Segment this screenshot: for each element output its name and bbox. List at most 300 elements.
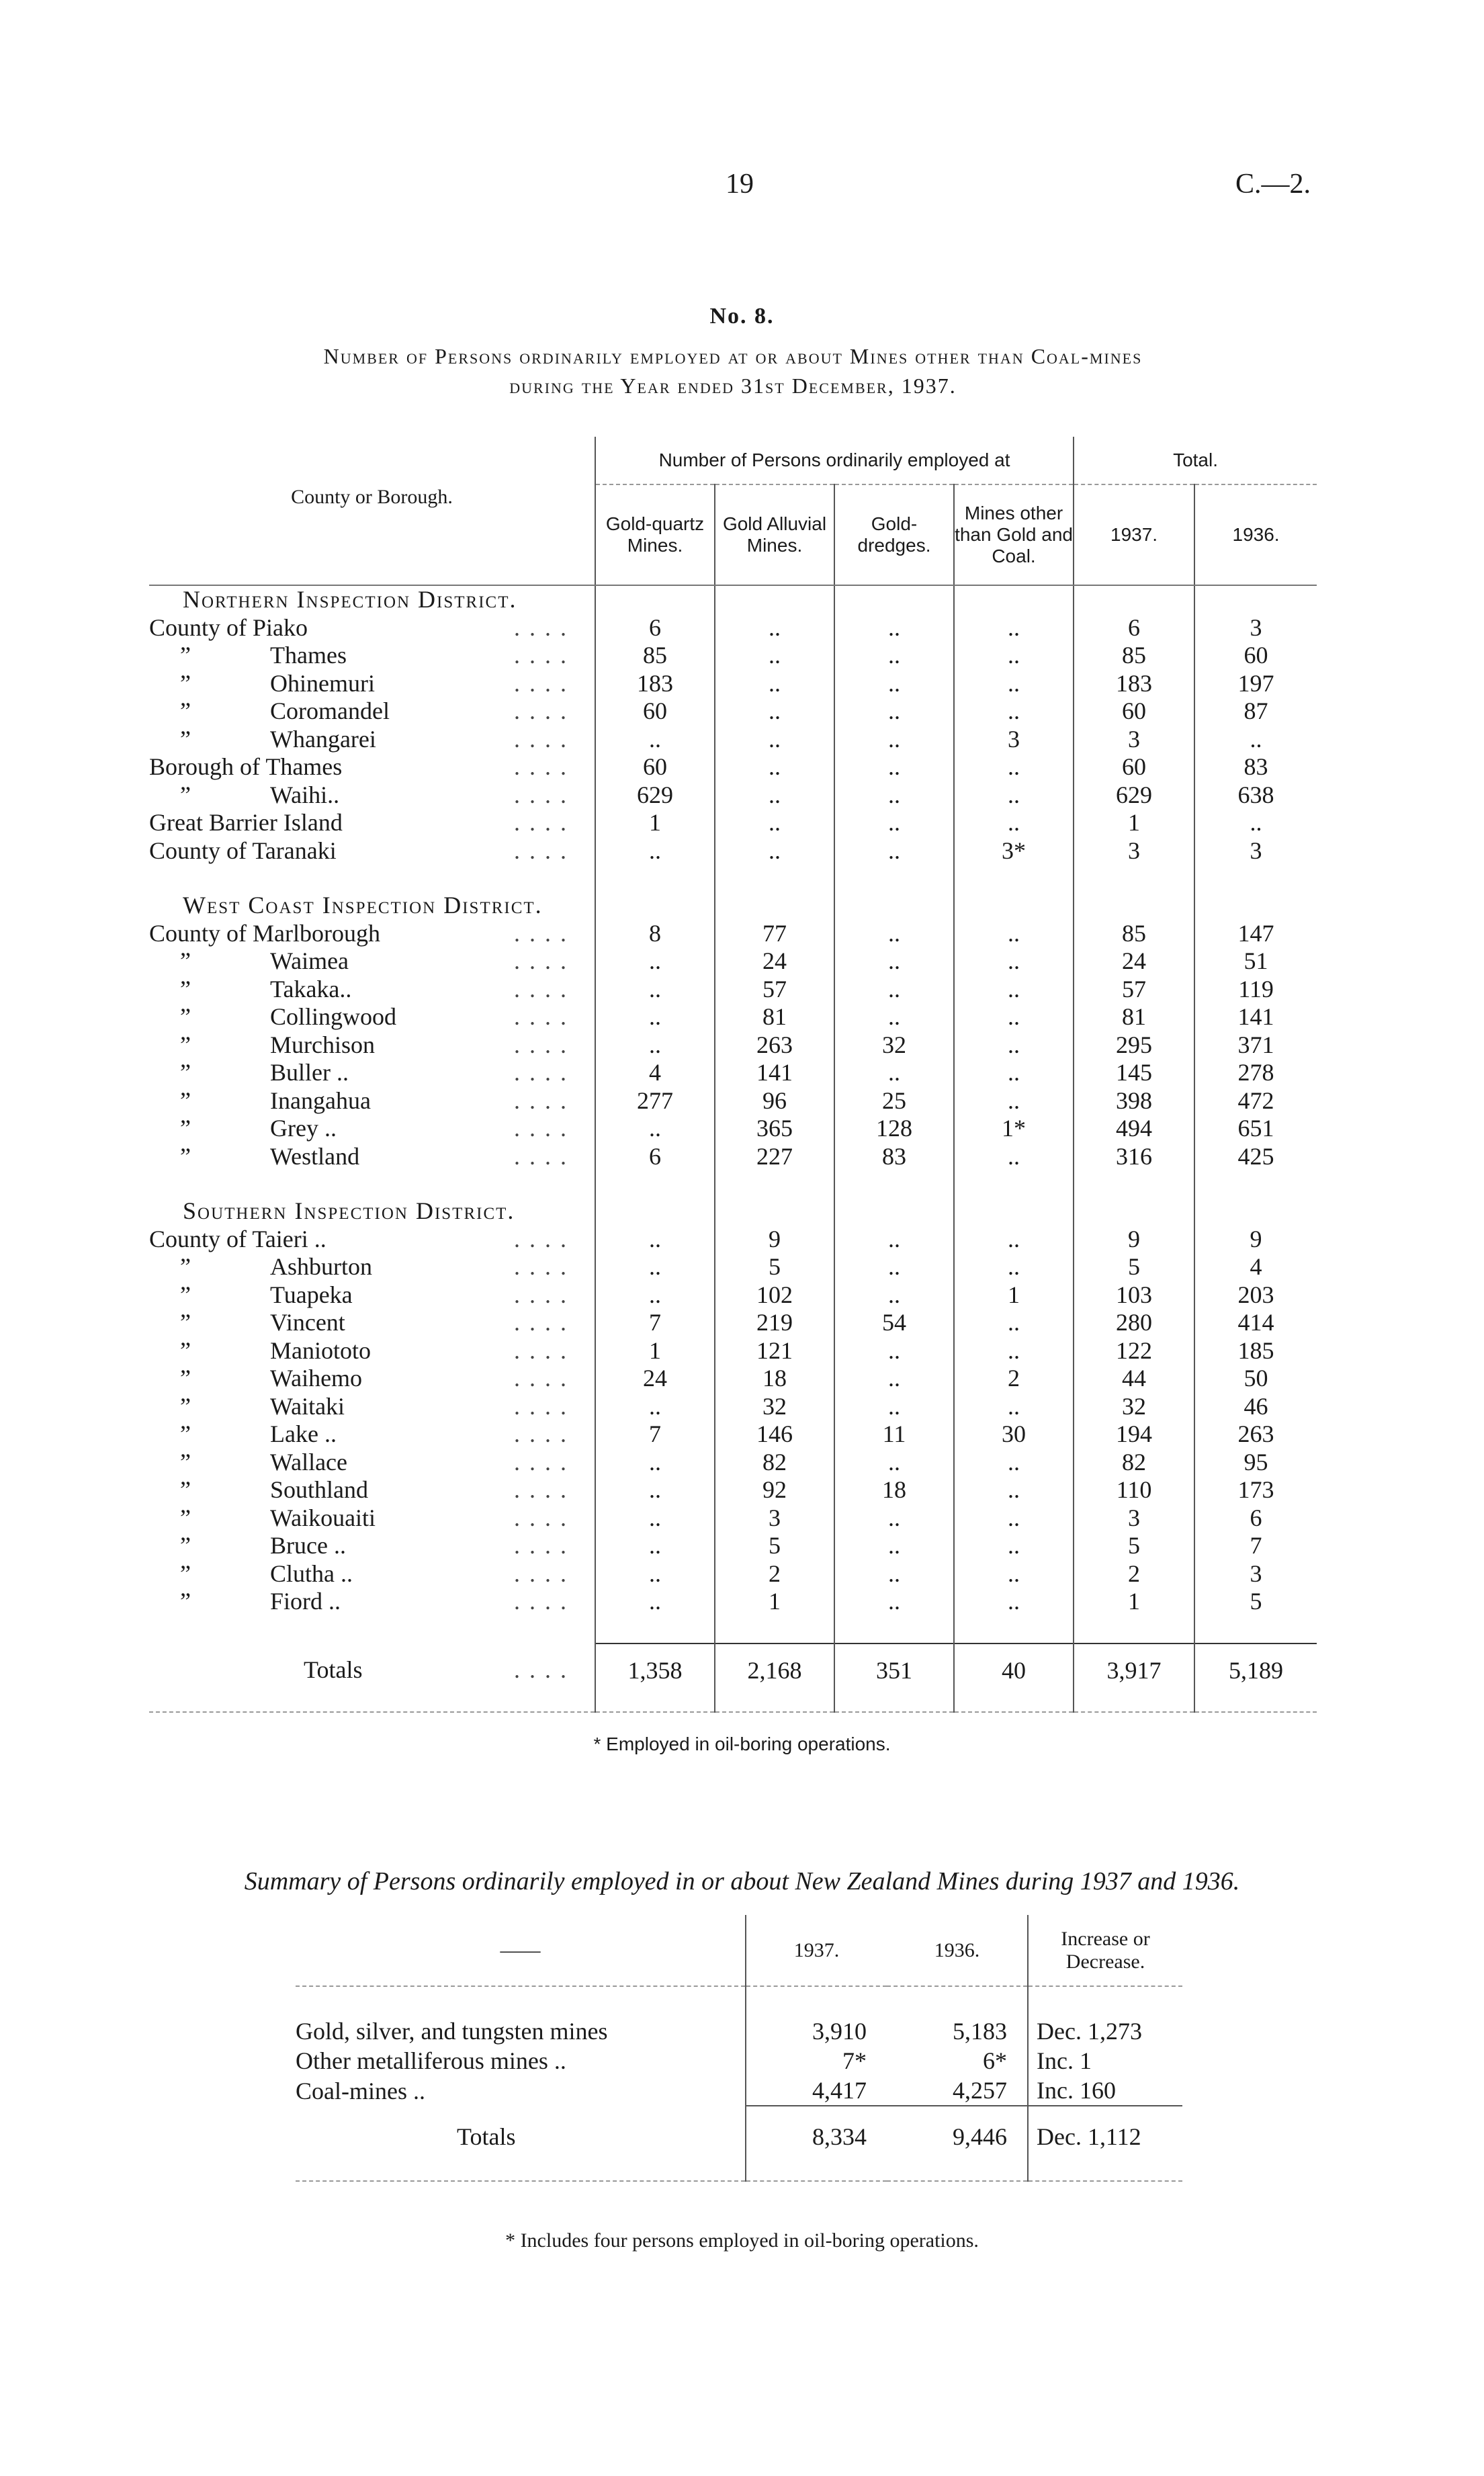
table-row (149, 1449, 1317, 1477)
cell-value: 60 (595, 753, 715, 781)
cell-value: 24 (1074, 947, 1194, 976)
cell-value: .. (954, 1532, 1074, 1560)
leader-dots: .... (514, 781, 576, 808)
ditto-mark: ” (180, 1309, 191, 1336)
row-label (149, 1393, 595, 1421)
cell-value: 57 (1074, 976, 1194, 1004)
cell-value: .. (1194, 726, 1317, 754)
cell-value: .. (715, 697, 834, 726)
cell-value: .. (834, 670, 954, 698)
table-row (149, 1003, 1317, 1031)
table-row (149, 753, 1317, 781)
cell-value: 77 (715, 920, 834, 948)
summary-totals-1936: 9,446 (887, 2106, 1028, 2167)
cell-value: 6 (1194, 1504, 1317, 1533)
summary-label: Gold, silver, and tungsten mines (296, 2018, 608, 2045)
table-row (149, 947, 1317, 976)
cell-value: .. (954, 1226, 1074, 1254)
table-row (149, 1420, 1317, 1449)
cell-value: 82 (1074, 1449, 1194, 1477)
col-1937: 1937. (1074, 484, 1194, 585)
cell-value: 278 (1194, 1059, 1317, 1087)
cell-value: 494 (1074, 1115, 1194, 1143)
leader-dots: .... (514, 1031, 576, 1058)
cell-value: 51 (1194, 947, 1317, 976)
cell-value: 4 (1194, 1253, 1317, 1281)
cell-value: .. (954, 1003, 1074, 1031)
district-row (149, 1197, 1317, 1226)
col-gold-dredges: Gold-dredges. (834, 484, 954, 585)
ditto-mark: ” (180, 1392, 191, 1420)
ditto-mark: ” (180, 1420, 191, 1447)
table-row (149, 614, 1317, 642)
summary-1937: 3,910 (746, 2016, 887, 2046)
cell-value: 371 (1194, 1031, 1317, 1060)
summary-title: Summary of Persons ordinarily employed in or about New Zealand Mines during 1937 and 1936. (244, 1867, 1240, 1895)
row-label (149, 1449, 595, 1477)
cell-value: 203 (1194, 1281, 1317, 1310)
cell-value: 60 (1074, 753, 1194, 781)
cell-value: 141 (1194, 1003, 1317, 1031)
cell-value: 1 (954, 1281, 1074, 1310)
row-label (149, 837, 595, 865)
row-label-text: Grey .. (270, 1115, 337, 1142)
cell-value: 9 (715, 1226, 834, 1254)
row-label-text: Thames (270, 642, 347, 669)
cell-value: 638 (1194, 781, 1317, 810)
cell-value: 9 (1074, 1226, 1194, 1254)
ditto-mark: ” (180, 781, 191, 808)
cell-value: 1 (595, 809, 715, 837)
totals-value: 3,917 (1074, 1643, 1194, 1698)
row-label (149, 1420, 595, 1449)
cell-value: .. (834, 920, 954, 948)
cell-value: .. (954, 1504, 1074, 1533)
cell-value: 5 (1074, 1532, 1194, 1560)
col-county: County or Borough. (149, 437, 595, 585)
cell-value: .. (595, 1449, 715, 1477)
summary-body (296, 1986, 1182, 2181)
row-label (149, 697, 595, 726)
summary-row (296, 2046, 1182, 2076)
row-label (149, 1504, 595, 1533)
cell-value: 32 (834, 1031, 954, 1060)
cell-value: .. (954, 1253, 1074, 1281)
row-label-text: Ohinemuri (270, 669, 375, 697)
table-row (149, 1309, 1317, 1337)
row-label (149, 1059, 595, 1087)
ditto-mark: ” (180, 947, 191, 974)
mines-employment-table (149, 437, 1317, 1713)
table-row (149, 1115, 1317, 1143)
row-label-text: Coromandel (270, 697, 390, 724)
cell-value: 50 (1194, 1365, 1317, 1393)
cell-value: 145 (1074, 1059, 1194, 1087)
summary-col-1936: 1936. (887, 1915, 1028, 1986)
table-row (149, 1226, 1317, 1254)
table-row (149, 1504, 1317, 1533)
cell-value: 81 (715, 1003, 834, 1031)
cell-value: .. (834, 1337, 954, 1365)
table-row (149, 1588, 1317, 1616)
cell-value: .. (595, 1031, 715, 1060)
cell-value: 629 (595, 781, 715, 810)
cell-value: 18 (715, 1365, 834, 1393)
leader-dots: .... (514, 947, 576, 974)
ditto-mark: ” (180, 1336, 191, 1364)
row-label-text: Ashburton (270, 1253, 372, 1280)
cell-value: .. (715, 726, 834, 754)
cell-value: 121 (715, 1337, 834, 1365)
totals-value: 2,168 (715, 1643, 834, 1698)
cell-value: 4 (595, 1059, 715, 1087)
cell-value: 197 (1194, 670, 1317, 698)
cell-value: .. (954, 781, 1074, 810)
cell-value: 3 (1194, 1560, 1317, 1588)
table-row (149, 809, 1317, 837)
ditto-mark: ” (180, 725, 191, 753)
cell-value: .. (834, 697, 954, 726)
cell-value: .. (954, 1560, 1074, 1588)
cell-value: .. (715, 781, 834, 810)
summary-col-blank: —— (296, 1915, 746, 1986)
cell-value: 60 (595, 697, 715, 726)
table-row (149, 642, 1317, 670)
cell-value: 95 (1194, 1449, 1317, 1477)
cell-value: 6 (595, 614, 715, 642)
cell-value: 119 (1194, 976, 1317, 1004)
row-label (149, 1365, 595, 1393)
cell-value: 85 (1074, 920, 1194, 948)
ditto-mark: ” (180, 697, 191, 724)
row-label (149, 976, 595, 1004)
cell-value: .. (834, 1588, 954, 1616)
cell-value: .. (954, 753, 1074, 781)
cell-value: 96 (715, 1087, 834, 1115)
cell-value: 6 (1074, 614, 1194, 642)
cell-value: .. (595, 1476, 715, 1504)
col-other-mines: Mines other than Gold and Coal. (954, 484, 1074, 585)
cell-value: .. (715, 670, 834, 698)
table-row (149, 726, 1317, 754)
spacer-row (149, 1616, 1317, 1643)
cell-value: 5 (1194, 1588, 1317, 1616)
row-label-text: County of Taieri .. (149, 1225, 326, 1252)
row-label (149, 753, 595, 781)
row-label-text: Borough of Thames (149, 753, 343, 780)
ditto-mark: ” (180, 1115, 191, 1142)
cell-value: 651 (1194, 1115, 1317, 1143)
table-row (149, 1365, 1317, 1393)
summary-label: Coal-mines .. (296, 2077, 425, 2104)
cell-value: 3 (1074, 837, 1194, 865)
cell-value: .. (834, 1449, 954, 1477)
leader-dots: .... (514, 1142, 576, 1170)
leader-dots: .... (514, 1656, 576, 1684)
totals-value: 5,189 (1194, 1643, 1317, 1698)
cell-value: .. (715, 837, 834, 865)
row-label-text: Inangahua (270, 1086, 371, 1114)
leader-dots: .... (514, 613, 576, 641)
cell-value: 25 (834, 1087, 954, 1115)
cell-value: 60 (1074, 697, 1194, 726)
cell-value: 46 (1194, 1393, 1317, 1421)
leader-dots: .... (514, 1365, 576, 1392)
row-label-text: Fiord .. (270, 1588, 341, 1615)
row-label (149, 1309, 595, 1337)
table-row (149, 976, 1317, 1004)
totals-row (149, 1643, 1317, 1698)
district-row (149, 892, 1317, 920)
table-row (149, 1281, 1317, 1310)
table-row (149, 1087, 1317, 1115)
leader-dots: .... (514, 1281, 576, 1308)
ditto-mark: ” (180, 1253, 191, 1280)
summary-totals-1937: 8,334 (746, 2106, 887, 2167)
summary-row (296, 2016, 1182, 2046)
cell-value: .. (595, 1281, 715, 1310)
cell-value: 295 (1074, 1031, 1194, 1060)
table-row (149, 1031, 1317, 1060)
leader-dots: .... (514, 1003, 576, 1030)
row-label-text: County of Marlborough (149, 919, 380, 947)
cell-value: 5 (715, 1532, 834, 1560)
row-label-text: Buller .. (270, 1059, 349, 1086)
document-reference: C.—2. (1235, 169, 1311, 200)
cell-value: .. (595, 1532, 715, 1560)
row-label (149, 1588, 595, 1616)
leader-dots: .... (514, 1336, 576, 1364)
table-row (149, 1560, 1317, 1588)
table-row (149, 1393, 1317, 1421)
cell-value: .. (595, 976, 715, 1004)
totals-label (149, 1643, 595, 1698)
cell-value: .. (715, 753, 834, 781)
cell-value: .. (595, 947, 715, 976)
cell-value: .. (954, 1143, 1074, 1171)
cell-value: .. (834, 1365, 954, 1393)
cell-value: .. (954, 1476, 1074, 1504)
cell-value: 472 (1194, 1087, 1317, 1115)
table-row (149, 1532, 1317, 1560)
cell-value: .. (954, 1337, 1074, 1365)
ditto-mark: ” (180, 1588, 191, 1615)
cell-value: 85 (1074, 642, 1194, 670)
cell-value: .. (954, 1449, 1074, 1477)
spacer-row (149, 865, 1317, 892)
cell-value: 2 (1074, 1560, 1194, 1588)
row-label-text: Maniototo (270, 1336, 371, 1364)
cell-value: 102 (715, 1281, 834, 1310)
ditto-mark: ” (180, 1448, 191, 1476)
leader-dots: .... (514, 1560, 576, 1587)
summary-1936: 4,257 (953, 2077, 1007, 2104)
cell-value: 57 (715, 976, 834, 1004)
cell-value: 103 (1074, 1281, 1194, 1310)
leader-dots: .... (514, 809, 576, 836)
summary-1936: 6* (983, 2047, 1007, 2074)
ditto-mark: ” (180, 1365, 191, 1392)
cell-value: .. (954, 920, 1074, 948)
cell-value: 83 (834, 1143, 954, 1171)
leader-dots: .... (514, 669, 576, 697)
table-row (149, 1337, 1317, 1365)
row-label (149, 1253, 595, 1281)
leader-dots: .... (514, 725, 576, 753)
ditto-mark: ” (180, 669, 191, 697)
cell-value: 5 (715, 1253, 834, 1281)
table-row (149, 837, 1317, 865)
cell-value: .. (834, 976, 954, 1004)
table-row (149, 781, 1317, 810)
cell-value: .. (595, 837, 715, 865)
leader-dots: .... (514, 1448, 576, 1476)
summary-label: Other metalliferous mines .. (296, 2047, 566, 2074)
cell-value: 185 (1194, 1337, 1317, 1365)
footnote-includes: * Includes four persons employed in oil-boring operations. (505, 2229, 979, 2252)
cell-value: 3 (1194, 614, 1317, 642)
col-gold-alluvial: Gold Alluvial Mines. (715, 484, 834, 585)
row-label (149, 1281, 595, 1310)
cell-value: .. (595, 1226, 715, 1254)
cell-value: 24 (595, 1365, 715, 1393)
cell-value: 60 (1194, 642, 1317, 670)
page-number: 19 (726, 169, 754, 200)
cell-value: .. (954, 1031, 1074, 1060)
row-label (149, 1003, 595, 1031)
district-row (149, 585, 1317, 614)
cell-value: 1 (1074, 1588, 1194, 1616)
cell-value: .. (954, 1309, 1074, 1337)
row-label-text: Murchison (270, 1031, 375, 1058)
row-label (149, 1226, 595, 1254)
row-label (149, 642, 595, 670)
cell-value: 87 (1194, 697, 1317, 726)
row-label-text: Southland (270, 1476, 369, 1503)
cell-value: 316 (1074, 1143, 1194, 1171)
cell-value: 1 (1074, 809, 1194, 837)
row-label (149, 920, 595, 948)
table-body (149, 585, 1317, 1712)
row-label-text: Great Barrier Island (149, 809, 343, 836)
leader-dots: .... (514, 1309, 576, 1336)
table-row (149, 920, 1317, 948)
leader-dots: .... (514, 1115, 576, 1142)
cell-value: 83 (1194, 753, 1317, 781)
row-label-text: Collingwood (270, 1003, 397, 1030)
row-label-text: Waihi.. (270, 781, 340, 808)
district-name: Southern Inspection District. (183, 1197, 515, 1224)
totals-value: 1,358 (595, 1643, 715, 1698)
leader-dots: .... (514, 975, 576, 1002)
cell-value: 30 (954, 1420, 1074, 1449)
cell-value: .. (595, 1003, 715, 1031)
cell-value: 3 (1074, 726, 1194, 754)
leader-dots: .... (514, 1476, 576, 1503)
row-label (149, 1115, 595, 1143)
leader-dots: .... (514, 1504, 576, 1531)
cell-value: .. (595, 1560, 715, 1588)
row-label-text: County of Taranaki (149, 837, 337, 864)
row-label-text: Clutha .. (270, 1560, 353, 1587)
cell-value: 263 (715, 1031, 834, 1060)
col-gold-quartz: Gold-quartz Mines. (595, 484, 715, 585)
cell-value: 3 (1194, 837, 1317, 865)
cell-value: 1 (715, 1588, 834, 1616)
summary-table (296, 1915, 1182, 2182)
cell-value: 3 (1074, 1504, 1194, 1533)
table-row (149, 1143, 1317, 1171)
cell-value: .. (834, 1532, 954, 1560)
cell-value: 8 (595, 920, 715, 948)
cell-value: 227 (715, 1143, 834, 1171)
summary-row (296, 2076, 1182, 2106)
cell-value: .. (834, 1059, 954, 1087)
row-label-text: Lake .. (270, 1420, 337, 1447)
row-label-text: Whangarei (270, 725, 376, 753)
ditto-mark: ” (180, 642, 191, 669)
cell-value: 141 (715, 1059, 834, 1087)
cell-value: 92 (715, 1476, 834, 1504)
row-label (149, 670, 595, 698)
cell-value: 280 (1074, 1309, 1194, 1337)
cell-value: .. (595, 1253, 715, 1281)
row-label-text: Bruce .. (270, 1532, 346, 1559)
spacer-row (149, 1170, 1317, 1197)
cell-value: .. (954, 976, 1074, 1004)
cell-value: .. (954, 809, 1074, 837)
summary-totals-label: Totals (457, 2123, 516, 2150)
cell-value: 2 (954, 1365, 1074, 1393)
cell-value: 128 (834, 1115, 954, 1143)
summary-1937: 4,417 (746, 2076, 887, 2106)
leader-dots: .... (514, 837, 576, 864)
cell-value: .. (954, 642, 1074, 670)
row-label-text: Vincent (270, 1309, 345, 1336)
cell-value: 629 (1074, 781, 1194, 810)
cell-value: .. (834, 1003, 954, 1031)
row-label (149, 1337, 595, 1365)
ditto-mark: ” (180, 1003, 191, 1030)
cell-value: 277 (595, 1087, 715, 1115)
leader-dots: .... (514, 1253, 576, 1280)
row-label (149, 781, 595, 810)
cell-value: .. (834, 1393, 954, 1421)
title-line-1: Number of Persons ordinarily employed at or about Mines other than Coal-mines (323, 344, 1143, 368)
summary-totals-change: Dec. 1,112 (1028, 2106, 1182, 2167)
cell-value: 365 (715, 1115, 834, 1143)
cell-value: .. (834, 809, 954, 837)
leader-dots: .... (514, 697, 576, 724)
leader-dots: .... (514, 1086, 576, 1114)
cell-value: 7 (595, 1309, 715, 1337)
cell-value: .. (834, 753, 954, 781)
totals-label-text: Totals (304, 1656, 363, 1684)
col-group-header: Number of Persons ordinarily employed at (595, 437, 1074, 484)
table-row (149, 697, 1317, 726)
table-number: No. 8. (709, 304, 775, 329)
cell-value: 425 (1194, 1143, 1317, 1171)
cell-value: 5 (1074, 1253, 1194, 1281)
cell-value: 85 (595, 642, 715, 670)
cell-value: .. (595, 726, 715, 754)
cell-value: 263 (1194, 1420, 1317, 1449)
cell-value: .. (954, 1059, 1074, 1087)
district-name: West Coast Inspection District. (183, 892, 543, 919)
cell-value: .. (834, 1560, 954, 1588)
row-label-text: Wallace (270, 1448, 348, 1476)
footnote-oil-boring: * Employed in oil-boring operations. (593, 1734, 891, 1754)
